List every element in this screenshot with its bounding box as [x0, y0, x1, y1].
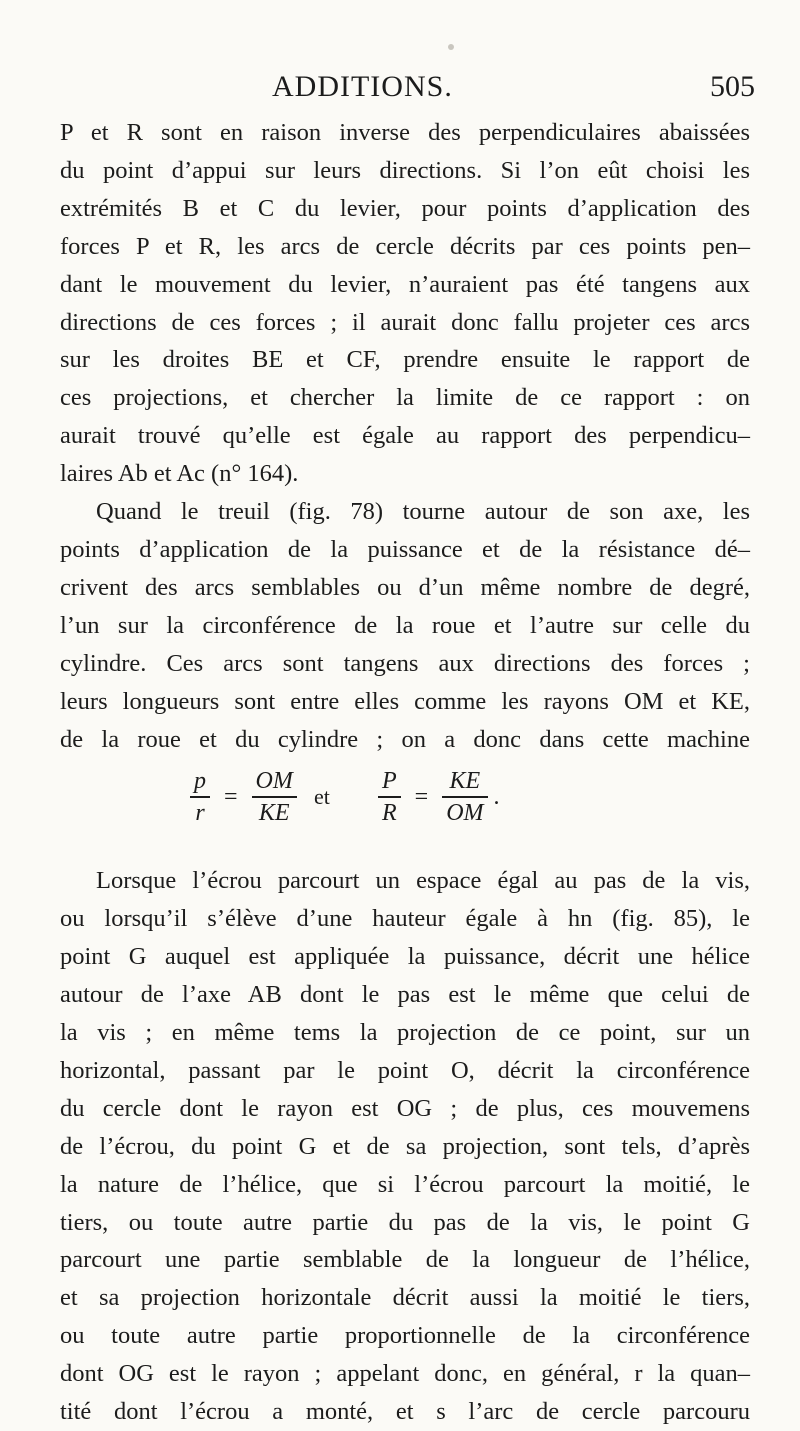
text-line: Quand le treuil (fig. 78) tourne autour de son axe, les [96, 498, 750, 526]
text-line: de l’écrou, du point G et de sa projection, sont tels, d’après [60, 1132, 750, 1160]
fraction-numerator: P [382, 768, 397, 795]
text-line: laires Ab et Ac (n° 164). [60, 460, 299, 488]
text-line: autour de l’axe AB dont le pas est le même que celui de [60, 981, 750, 1009]
fraction-ke-om [442, 766, 487, 828]
text-line: sur les droites BE et CF, prendre ensuite le rapport de [60, 346, 750, 374]
text-line: la vis ; en même tems la projection de ce point, sur un [60, 1019, 750, 1047]
text-line: l’un sur la circonférence de la roue et l’autre sur celle du [60, 611, 750, 639]
fraction-denominator: OM [446, 799, 484, 826]
paragraph-3 [60, 862, 750, 1431]
text-line: parcourt une partie semblable de la longueur de l’hélice, [60, 1246, 750, 1274]
text-line: horizontal, passant par le point O, décrit la circonférence [60, 1056, 750, 1084]
text-line: P et R sont en raison inverse des perpendiculaires abaissées [60, 119, 750, 146]
text-line: ou toute autre partie proportionnelle de la circonférence [60, 1322, 750, 1350]
equation-period: . [493, 783, 500, 810]
fraction-denominator: KE [258, 799, 290, 826]
text-line: la nature de l’hélice, que si l’écrou parcourt la moitié, le [60, 1170, 750, 1198]
text-line: leurs longueurs sont entre elles comme les rayons OM et KE, [60, 687, 750, 715]
text-line: dont OG est le rayon ; appelant donc, en général, r la quan– [60, 1360, 750, 1388]
running-title: ADDITIONS. [272, 70, 453, 103]
equation [60, 766, 750, 852]
text-line: ces projections, et chercher la limite de ce rapport : on [60, 384, 750, 412]
text-line: point G auquel est appliquée la puissance, décrit une hélice [60, 943, 750, 971]
text-line: directions de ces forces ; il aurait donc fallu projeter ces arcs [60, 308, 750, 336]
equals-sign: = [224, 783, 238, 810]
paragraph-1 [60, 114, 750, 493]
fraction-numerator: p [194, 768, 206, 795]
fraction-denominator: R [382, 799, 397, 826]
body-text [60, 114, 750, 1431]
fraction-P-R [378, 766, 401, 828]
equation-left [190, 766, 297, 828]
equation-right [378, 766, 500, 828]
text-line: de la roue et du cylindre ; on a donc dans cette machine [60, 725, 750, 753]
text-line: ou lorsqu’il s’élève d’une hauteur égale à hn (fig. 85), le [60, 905, 750, 933]
text-line: dant le mouvement du levier, n’auraient pas été tangens aux [60, 270, 750, 298]
text-line: Lorsque l’écrou parcourt un espace égal au pas de la vis, [96, 867, 750, 895]
text-line: cylindre. Ces arcs sont tangens aux directions des forces ; [60, 649, 750, 677]
page-speck [448, 44, 454, 50]
text-line: tiers, ou toute autre partie du pas de la vis, le point G [60, 1208, 750, 1236]
fraction-p-r [190, 766, 210, 828]
equation-connector: et [314, 784, 330, 810]
page-header [0, 70, 800, 110]
fraction-numerator: KE [449, 768, 481, 795]
text-line: tité dont l’écrou a monté, et s l’arc de cercle parcouru [60, 1398, 750, 1426]
text-line: crivent des arcs semblables ou d’un même nombre de degré, [60, 573, 750, 601]
text-line: et sa projection horizontale décrit aussi la moitié le tiers, [60, 1284, 750, 1312]
text-line: extrémités B et C du levier, pour points d’application des [60, 194, 750, 222]
fraction-om-ke [252, 766, 297, 828]
text-line: du cercle dont le rayon est OG ; de plus, ces mouvemens [60, 1094, 750, 1122]
equals-sign: = [414, 783, 429, 810]
text-line: aurait trouvé qu’elle est égale au rapport des perpendicu– [60, 422, 750, 450]
text-line: points d’application de la puissance et de la résistance dé– [60, 535, 750, 563]
fraction-denominator: r [195, 799, 205, 826]
text-line: du point d’appui sur leurs directions. Si l’on eût choisi les [60, 156, 750, 184]
paragraph-2 [60, 493, 750, 758]
page-number: 505 [710, 70, 755, 103]
text-line: forces P et R, les arcs de cercle décrits par ces points pen– [60, 232, 750, 260]
fraction-numerator: OM [255, 768, 293, 795]
